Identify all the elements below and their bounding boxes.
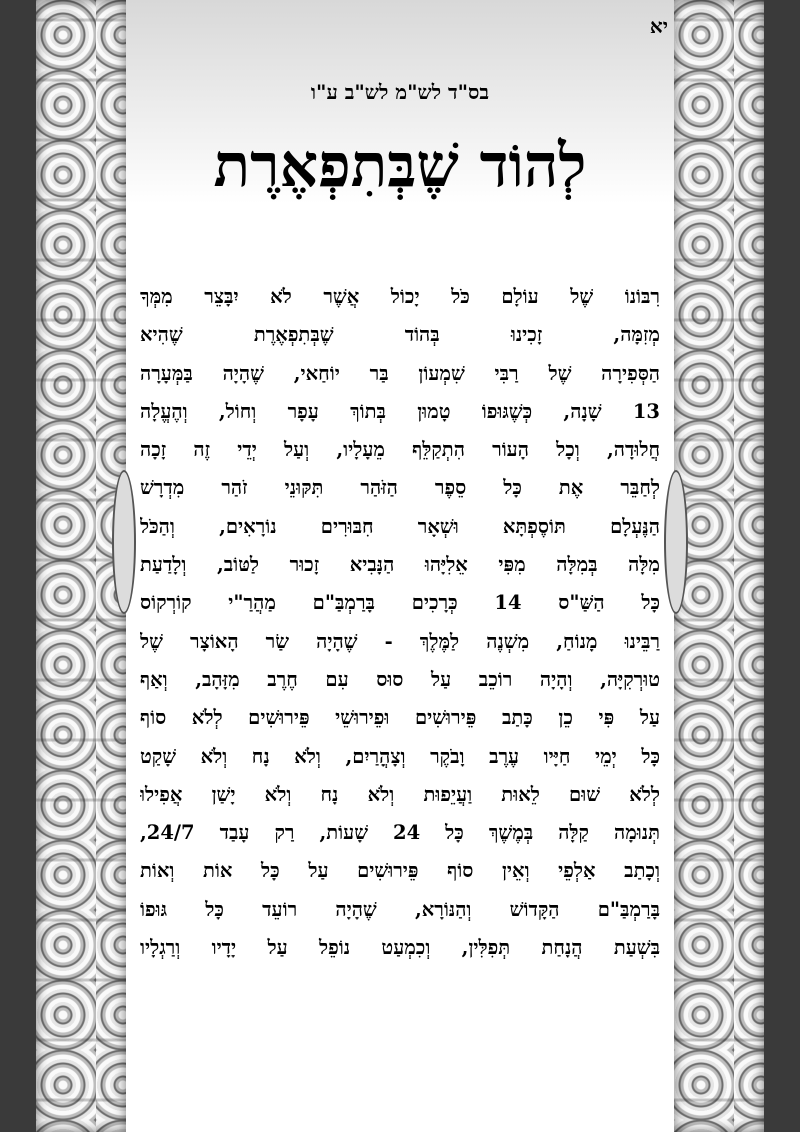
text-line: הַסְּפִירָה שֶׁל רַבִּי שִׁמְעוֹן בַּר יוֹחַאי, שֶׁהָיָה בַּמְּעָרָה xyxy=(140,361,660,385)
body-text xyxy=(140,278,660,967)
page-edge-right xyxy=(762,0,800,1132)
text-line: בָּרַמְבַּ"ם הַקָּדוֹשׁ וְהַנּוֹרָא, שֶׁהָיָה רוֹעֵד כָּל גּוּפוֹ xyxy=(140,897,660,921)
text-line: לְלֹא שׁוּם לֵאוּת וַעֲיֵפוּת וְלֹא נָח וְלֹא יָשַׁן אֲפִילוּ xyxy=(140,782,660,806)
header-bsd: בס"ד לש"מ לש"ב ע"ו xyxy=(310,80,490,104)
text-line: רַבֵּינוּ מָנוֹחַ, מִשְׁנֶה לַמֶּלֶךְ - שֶׁהָיָה שַׂר הָאוֹצָר שֶׁל xyxy=(140,629,660,653)
page-number: יא xyxy=(649,14,668,38)
text-line: הַנֶּעְלָם תּוֹסֶפְתָּא וּשְׁאָר חִבּוּרִים נוֹרָאִים, וְהַכֹּל xyxy=(140,514,660,538)
text-line: וְכָתַב אַלְפֵי וְאֵין סוֹף פֵּירוּשִׁים עַל כָּל אוֹת וְאוֹת xyxy=(140,859,660,883)
text-line: חֲלוּדָה, וְכָל הָעוֹר הִתְקַלֵּף מֵעָלָיו, וְעַל יְדֵי זֶה זָכָה xyxy=(140,438,660,462)
ornamental-border-left xyxy=(36,0,126,1132)
text-line: טוּרְקִיָּה, וְהָיָה רוֹכֵב עַל סוּס עִם חֶרֶב מִזָּהָב, וְאַף xyxy=(140,667,660,691)
text-line: בִּשְׁעַת הֲנָחַת תְּפִלִּין, וְכִמְעַט נוֹפֵל עַל יָדָיו וְרַגְלָיו xyxy=(140,936,660,960)
page-title: לְהוֹד שֶׁבְּתִפְאֶרֶת xyxy=(213,131,587,201)
text-line: מְזִמָּה, זָכִינוּ בְּהוֹד שֶׁבְּתִפְאֶרֶת שֶׁהִיא xyxy=(140,323,660,347)
text-line: כָּל יְמֵי חַיָּיו עֶרֶב וָבֹקֶר וְצָהֳרַיִם, וְלֹא נָח וְלֹא שָׁקַט xyxy=(140,744,660,768)
text-line: רִבּוֹנוֹ שֶׁל עוֹלָם כֹּל יָכוֹל אֲשֶׁר לֹא יִבָּצֵר מִמְּךָ xyxy=(140,285,660,308)
text-line: עַל פִּי כֵן כָּתַב פֵּירוּשִׁים וּפֵירוּשֵׁי פֵּירוּשִׁים לְלֹא סוֹף xyxy=(140,706,660,730)
text-line: מִלָּה בְּמִלָּה מִפִּי אֵלִיָּהוּ הַנָּבִיא זָכוּר לַטּוֹב, וְלָדַעַת xyxy=(140,553,660,577)
text-line: 13 שָׁנָה, כְּשֶׁגּוּפוֹ טָמוּן בְּתוֹךְ עָפָר וְחוֹל, וְהֶעֱלָה xyxy=(140,399,660,423)
text-line: לְחַבֵּר אֶת כָּל סֵפֶר הַזֹּהַר תִּקּוּנֵי זֹהַר מִדְרָשׁ xyxy=(140,476,660,500)
text-line: כָּל הַשַּׁ"ס 14 כְּרָכִים בָּרַמְבַּ"ם מַהֲרַ"י קוֹרְקוֹס xyxy=(140,591,660,615)
text-line: תְּנוּמָה קַלָּה בְּמֶשֶׁךְ כָּל 24 שָׁעוֹת, רַק עָבַד 24/7, xyxy=(140,821,660,845)
page-edge-left xyxy=(0,0,38,1132)
ornamental-border-right xyxy=(674,0,764,1132)
